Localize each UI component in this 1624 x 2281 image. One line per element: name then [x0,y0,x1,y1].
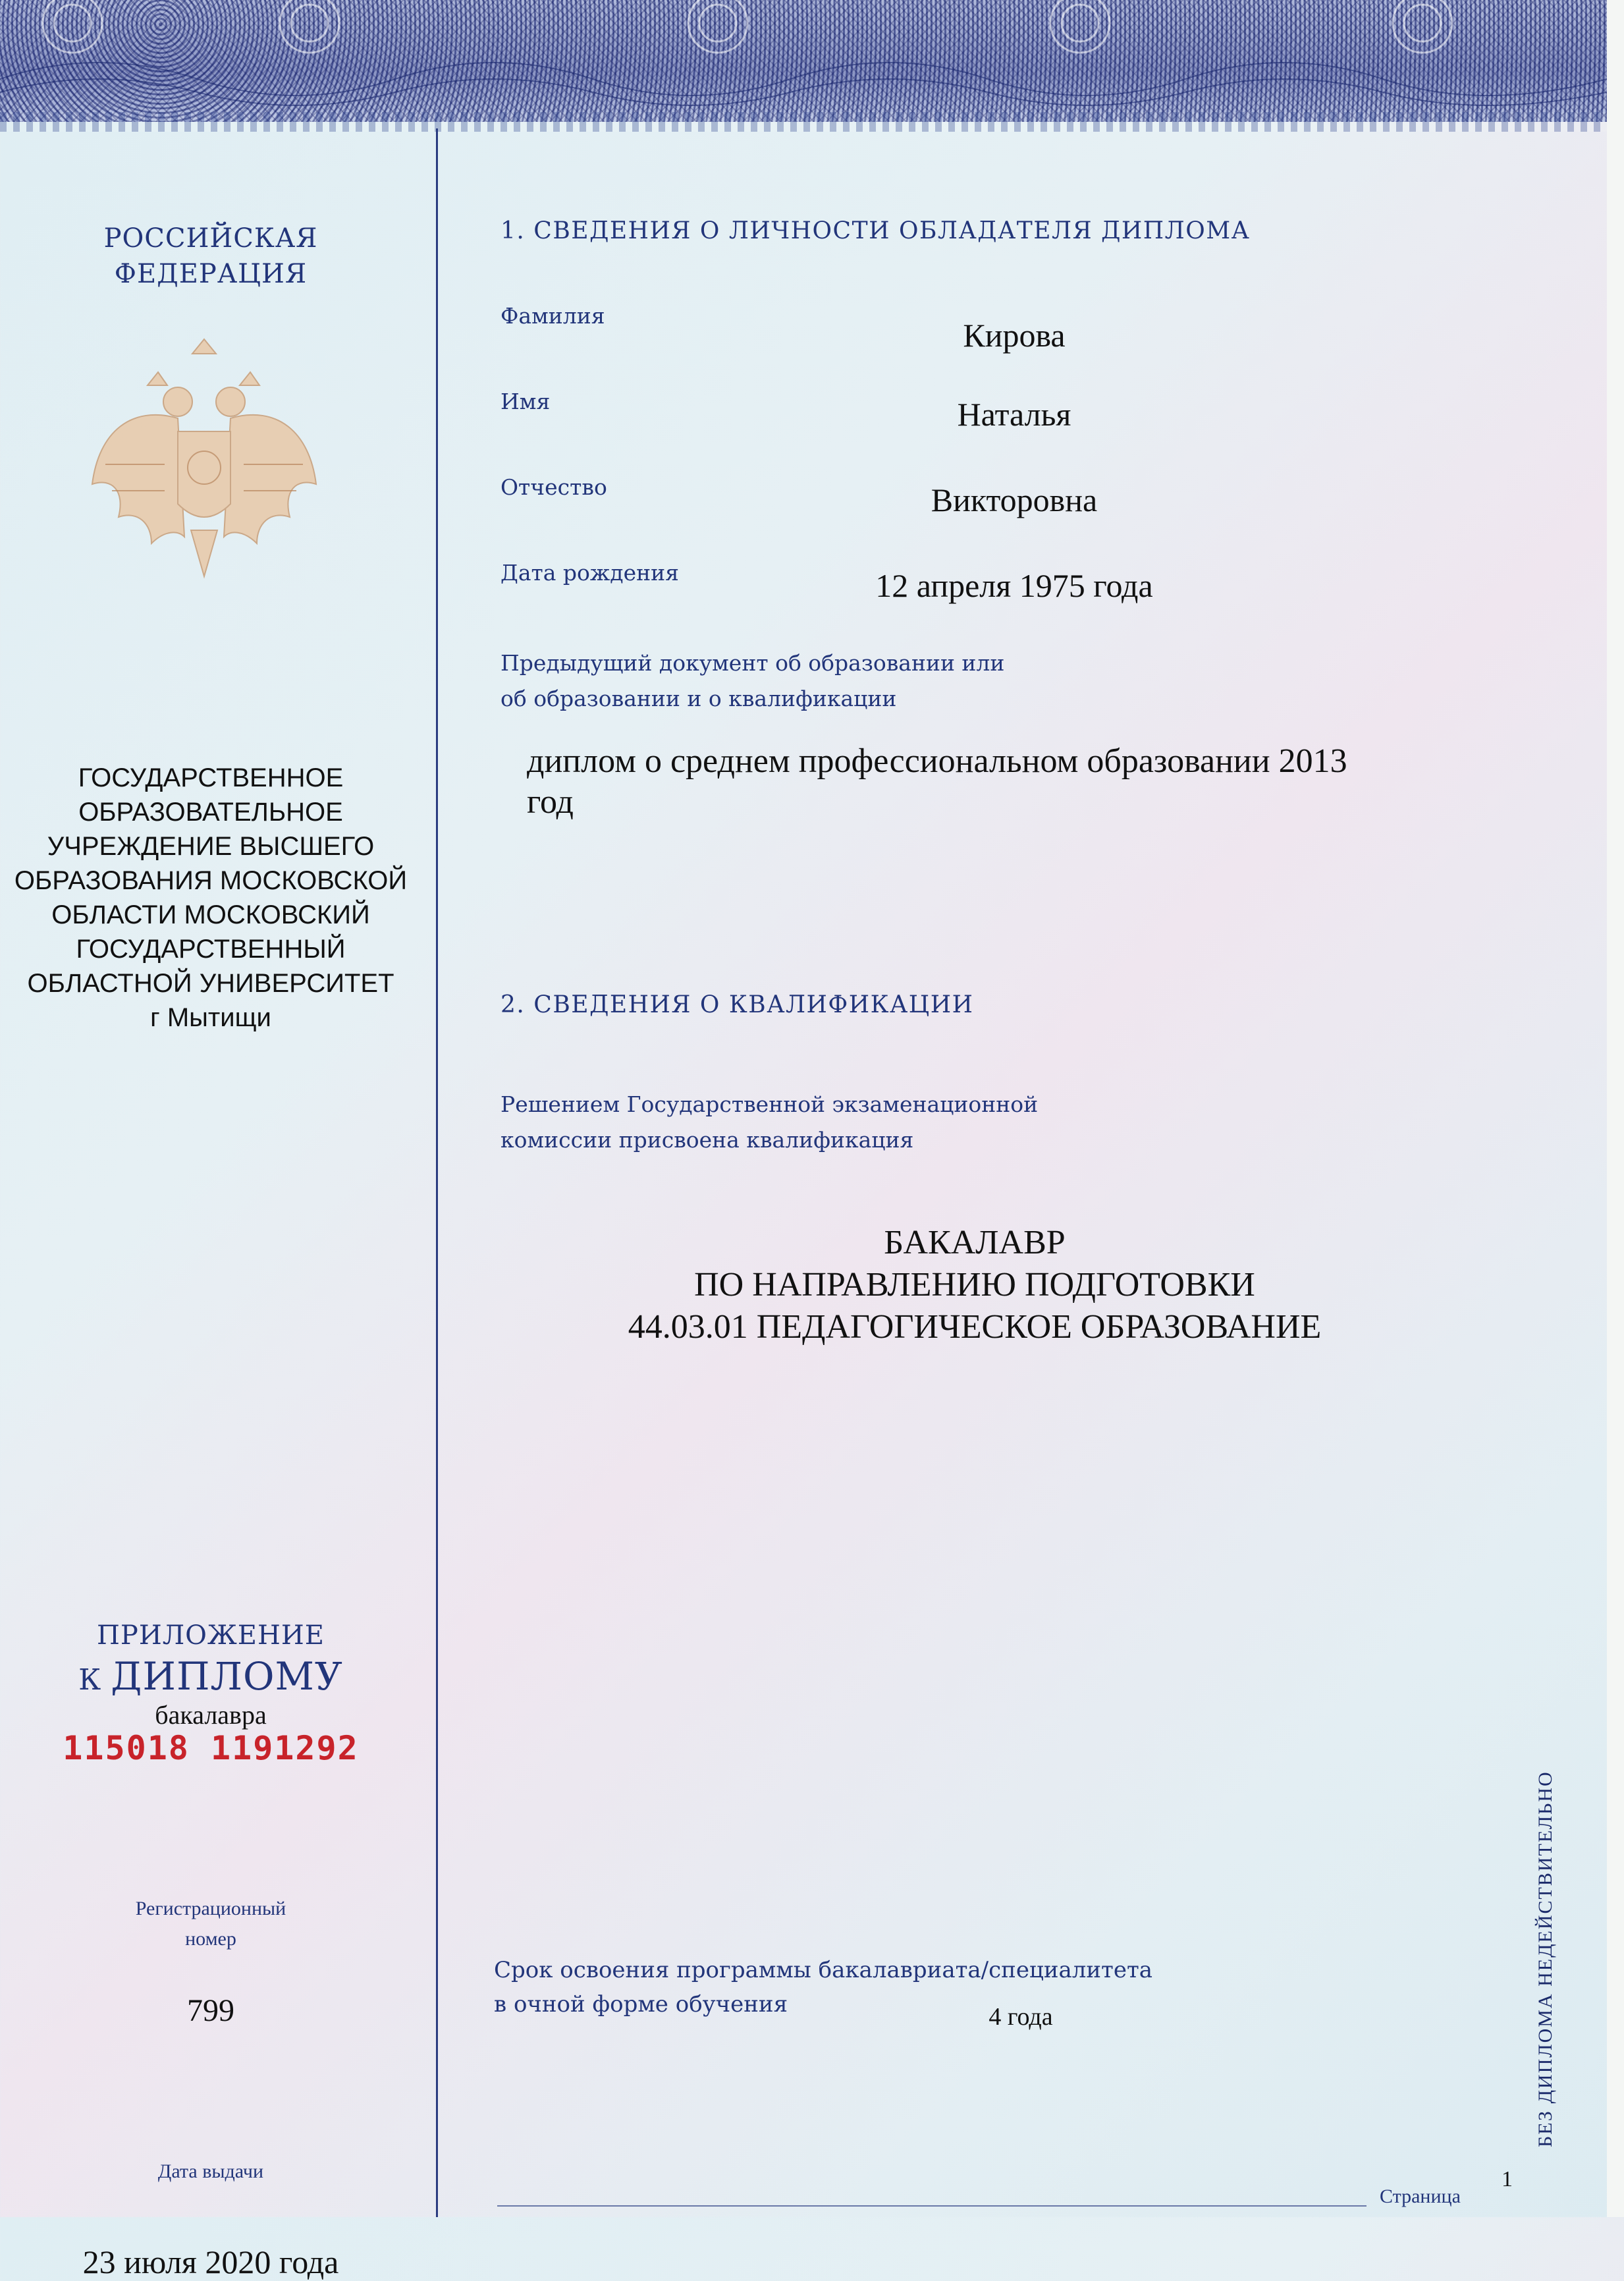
qualification-value [580,1222,1370,1348]
patronymic-label: Отчество [501,474,607,500]
study-term-value: 4 года [988,2003,1053,2031]
institution-line: ОБЛАСТИ МОСКОВСКИЙ [51,900,370,929]
decision-line-1: Решением Государственной экзаменационной [501,1091,1039,1117]
page-number: 1 [1502,2167,1513,2191]
qualification-line-1: БАКАЛАВР [884,1224,1066,1261]
previous-document-label-line-2: об образовании и о квалификации [501,686,897,711]
patronymic-value: Викторовна [931,481,1098,518]
qualification-line-3: 44.03.01 ПЕДАГОГИЧЕСКОЕ ОБРАЗОВАНИЕ [628,1308,1322,1346]
column-divider [436,128,438,2217]
name-value: Наталья [957,396,1071,433]
qualification-line-2: ПО НАПРАВЛЕНИЮ ПОДГОТОВКИ [694,1266,1255,1304]
registration-label-line-2: номер [185,1928,236,1950]
section-2-title: 2. СВЕДЕНИЯ О КВАЛИФИКАЦИИ [501,991,974,1018]
validity-note: БЕЗ ДИПЛОМА НЕДЕЙСТВИТЕЛЬНО [1534,1771,1556,2147]
issue-date: 23 июля 2020 года [82,2243,339,2280]
section-1-title: 1. СВЕДЕНИЯ О ЛИЧНОСТИ ОБЛАДАТЕЛЯ ДИПЛОМА [501,217,1251,244]
registration-number: 799 [187,1993,234,2028]
previous-document-label-line-1: Предыдущий документ об образовании или [501,650,1005,676]
surname-label: Фамилия [501,303,605,329]
institution-line: ГОСУДАРСТВЕННЫЙ [76,935,346,964]
previous-document-label [501,646,1004,717]
degree-level: бакалавра [155,1700,267,1730]
issue-date-label: Дата выдачи [157,2160,264,2182]
institution-line: ГОСУДАРСТВЕННОЕ [78,763,344,792]
institution-line: ОБЛАСТНОЙ УНИВЕРСИТЕТ [27,969,394,998]
guilloche-rosettes [0,0,1607,122]
institution-name [0,761,421,1035]
institution-line: ОБРАЗОВАНИЯ МОСКОВСКОЙ [14,866,408,895]
page-edge-strip [1607,0,1624,2217]
diploma-k: К [78,1663,102,1697]
registration-label [0,1894,421,1954]
page-label: Страница [1380,2185,1461,2207]
russian-coat-of-arms-icon [79,333,329,596]
study-term-line-1: Срок освоения программы бакалавриата/специалитета [494,1957,1153,1983]
previous-document-line-1: диплом о среднем профессиональном образовании 2013 [527,742,1347,780]
previous-document-value [527,741,1449,823]
country-line-1: РОССИЙСКАЯ [103,223,318,254]
institution-line: УЧРЕЖДЕНИЕ ВЫСШЕГО [47,832,375,861]
bottom-rule [497,2205,1367,2207]
name-label: Имя [501,389,551,414]
surname-value: Кирова [963,317,1066,354]
decision-line-2: комиссии присвоена квалификация [501,1127,914,1153]
country-name [0,221,421,292]
qualification-decision-label [501,1087,1038,1158]
appendix-title: ПРИЛОЖЕНИЕ [97,1620,325,1651]
country-line-2: ФЕДЕРАЦИЯ [114,259,308,289]
serial-number: 115018 1191292 [63,1729,359,1767]
left-column [0,128,435,2280]
study-term-line-2: в очной форме обучения [494,1991,788,2018]
registration-label-line-1: Регистрационный [135,1898,286,1919]
diploma-word: ДИПЛОМУ [111,1654,343,1699]
previous-document-line-2: год [527,783,574,821]
institution-line: ОБРАЗОВАТЕЛЬНОЕ [78,798,343,827]
diploma-heading [0,1654,421,1699]
birth-date-label: Дата рождения [501,560,679,586]
birth-date-value: 12 апреля 1975 года [875,567,1153,604]
institution-city: г Мытищи [150,1003,271,1032]
